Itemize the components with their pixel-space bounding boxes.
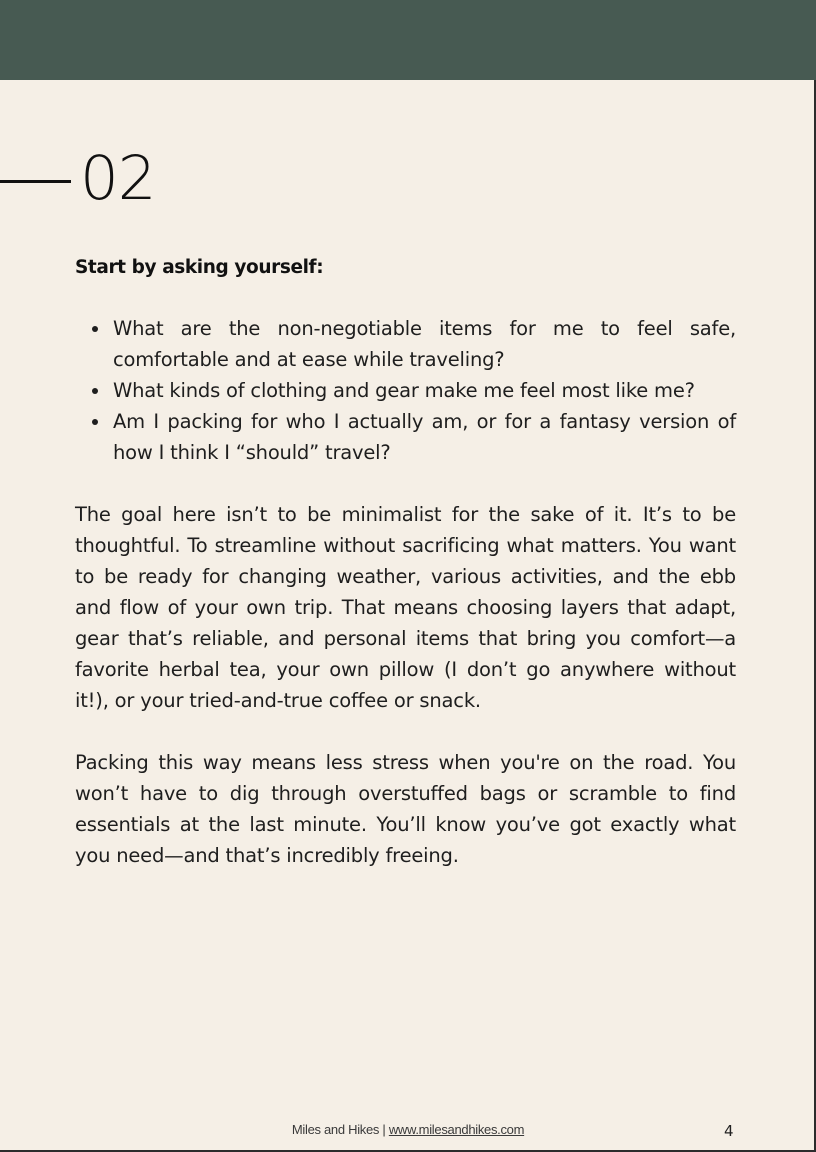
section-number: 02: [80, 143, 156, 214]
main-content: [75, 253, 736, 871]
lead-heading: Start by asking yourself:: [75, 257, 324, 278]
list-item: Am I packing for who I actually am, or for a fantasy version of how I think I “should” travel?: [113, 406, 736, 468]
section-rule: [0, 180, 71, 183]
footer-credit: [0, 1122, 816, 1137]
list-item: What kinds of clothing and gear make me feel most like me?: [113, 375, 736, 406]
question-list: [75, 313, 736, 468]
header-band: [0, 0, 816, 80]
footer-separator: |: [379, 1122, 389, 1137]
body-paragraph: The goal here isn’t to be minimalist for the sake of it. It’s to be thoughtful. To streamline without sacrificing what matters. You want to be ready for changing weather, various activities, and the ebb and flow of your own trip. That means choosing layers that adapt, gear that’s reliable, and personal items that bring you comfort—a favorite herbal tea, your own pillow (I don’t go anywhere without it!), or your tried-and-true coffee or snack.: [75, 503, 736, 712]
page-number: 4: [724, 1122, 734, 1140]
body-paragraph: Packing this way means less stress when you're on the road. You won’t have to dig through overstuffed bags or scramble to find essentials at the last minute. You’ll know you’ve got exactly what you need—and that’s incredibly freeing.: [75, 751, 736, 867]
list-item: What are the non-negotiable items for me to feel safe, comfortable and at ease while traveling?: [113, 313, 736, 375]
footer-website-link[interactable]: www.milesandhikes.com: [388, 1122, 525, 1137]
footer-brand-name: Miles and Hikes: [291, 1122, 380, 1137]
